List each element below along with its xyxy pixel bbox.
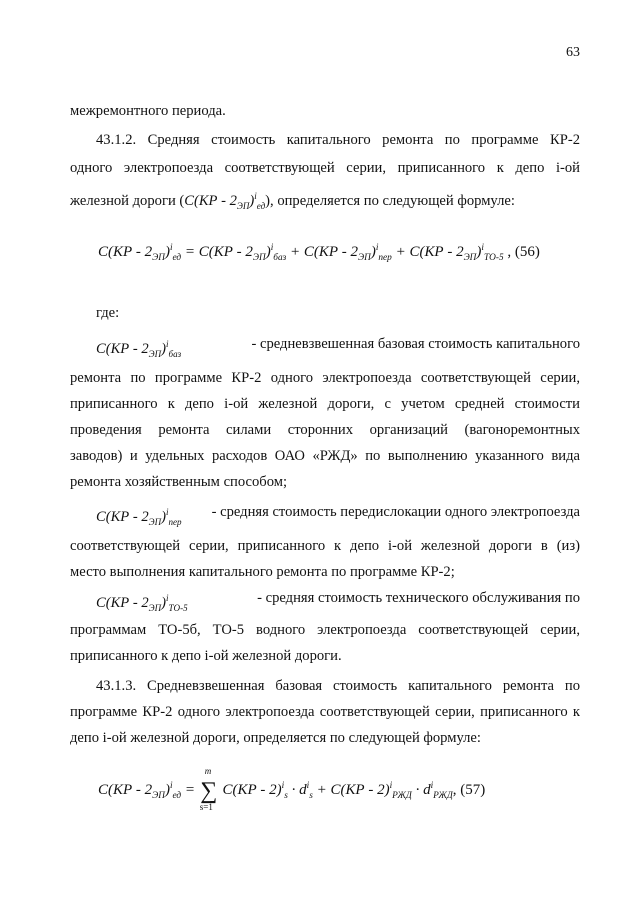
def2-formula-sub-ep: ЭП (148, 517, 162, 527)
def1-description: - средневзвешенная базовая стоимость капитального (251, 336, 580, 352)
f57-d1-sup: i (306, 781, 310, 791)
f57-d2-sup: i (430, 781, 434, 791)
def1-formula: $C(КР - 2_{ЭП})^i_{баз}$ (96, 339, 182, 359)
f56-term-to-sub: ТО-5 (484, 253, 504, 263)
f57-term1: C(КР - 2) (222, 782, 282, 798)
f56-term-baz: C(КР - 2 (198, 244, 253, 260)
inline-formula-sup: i (254, 191, 257, 201)
def2-line-3: место выполнения капитального ремонта по программе КР-2; (70, 564, 455, 580)
def3-formula-sub-ep: ЭП (148, 603, 162, 613)
def3-formula-sup: i (166, 593, 169, 603)
inline-formula: $C(КР - 2_{ЭП})^i_{ед}$ (184, 191, 266, 211)
def3-line-2: программам ТО-5б, ТО-5 водного электропоезда соответствующей серии, (70, 622, 580, 638)
f57-term2-sub: РЖД (392, 791, 412, 801)
f57-d2-sub: РЖД (433, 791, 453, 801)
f57-d1: d (299, 782, 307, 798)
def3-formula: $C(КР - 2_{ЭП})^i_{ТО-5}$ (96, 593, 188, 613)
where-label: где: (96, 305, 120, 321)
def1-line-4: проведения ремонта силами сторонних организаций (вагоноремонтных (70, 422, 580, 438)
def1-line-3: приписанного к депо i-ой железной дороги, с учетом средней стоимости (70, 396, 580, 412)
def2-line-1 (96, 502, 580, 532)
f56-term-baz-sub-ep: ЭП (252, 253, 266, 263)
f56-term-baz-sub: баз (273, 253, 287, 263)
f57-sup: i (169, 781, 173, 791)
def3-line-3: приписанного к депо i-ой железной дороги. (70, 648, 342, 664)
p2-line-1: 43.1.2. Средняя стоимость капитального ремонта по программе КР-2 (96, 132, 580, 148)
p2-line-2: одного электропоезда соответствующей серии, приписанного к депо i-ой (70, 160, 580, 176)
p3-line-3: депо i-ой железной дороги, определяется по следующей формуле: (70, 730, 481, 746)
f56-sub-ed: ед (172, 253, 182, 263)
def1-line-1 (96, 334, 580, 364)
f57-d2: d (423, 782, 431, 798)
f56-term-per-sup: i (375, 243, 379, 253)
f56-sup: i (169, 243, 173, 253)
f56-term-per: C(КР - 2 (303, 244, 358, 260)
def3-line-1 (96, 588, 580, 618)
p2-line-3 (70, 186, 580, 216)
sum-symbol (199, 766, 219, 812)
def2-formula-sup: i (166, 507, 169, 517)
f57-sub-ed: ед (172, 791, 182, 801)
inline-formula-sub: ЭП (236, 201, 250, 211)
p2-line-3-text-a: железной дороги ( (70, 193, 185, 209)
f57-term2-sup: i (389, 781, 393, 791)
f56-sub-ep: ЭП (152, 253, 165, 263)
def2-formula: $C(КР - 2_{ЭП})^i_{пер}$ (96, 507, 182, 527)
def2-description: - средняя стоимость передислокации одного электропоезда (211, 504, 580, 520)
sigma-glyph: ∑ (200, 778, 218, 804)
def1-line-6: ремонта хозяйственным способом; (70, 474, 288, 490)
def2-formula-base: C(КР - 2 (96, 509, 149, 525)
def3-formula-sub: ТО-5 (168, 603, 188, 613)
equation-number-57: , (57) (452, 782, 486, 798)
inline-formula-base: C(КР - 2 (184, 193, 237, 209)
def1-formula-base: C(КР - 2 (96, 341, 149, 357)
f57-term1-sup: i (281, 781, 285, 791)
def1-line-5: заводов) и удельных расходов ОАО «РЖД» по выполнению указанного вида (70, 448, 580, 464)
paragraph-continuation: межремонтного периода. (70, 103, 226, 119)
formula-57: $C(КР - 2_{ЭП})^i_{ед}$ = m ∑ s=1 $C(КР - 2)^i_s \cdot d^i_s + C(КР - 2)^i_{РЖД} \cdot d^i_{РЖД}$, (57) (98, 766, 486, 812)
def1-formula-sup: i (166, 339, 169, 349)
p2-line-3-text-b: ), определяется по следующей формуле: (265, 193, 515, 209)
formula-56: $C(КР - 2_{ЭП})^i_{ед} = C(КР - 2_{ЭП})^i_{баз} + C(КР - 2_{ЭП})^i_{пер} + C(КР - 2_{ЭП})^i_{ТО-5}$ , (56) (98, 243, 540, 263)
def1-formula-sub-ep: ЭП (148, 349, 162, 359)
f56-term-to-sup: i (481, 243, 484, 253)
sum-upper-limit: m (204, 766, 212, 776)
p3-line-1: 43.1.3. Средневзвешенная базовая стоимость капитального ремонта по (96, 678, 580, 694)
page-number: 63 (566, 45, 580, 60)
f57-lhs: C(КР - 2 (98, 782, 153, 798)
equation-number-56: , (56) (507, 244, 540, 260)
def1-formula-sub: баз (168, 349, 182, 359)
f56-term-per-sub: пер (378, 253, 392, 263)
def2-line-2: соответствующей серии, приписанного к депо i-ой железной дороги в (из) (70, 538, 580, 554)
sum-lower-limit: s=1 (199, 802, 213, 812)
f56-lhs: C(КР - 2 (98, 244, 153, 260)
f56-term-per-sub-ep: ЭП (358, 253, 371, 263)
p3-line-2: программе КР-2 одного электропоезда соответствующей серии, приписанного к (70, 704, 580, 720)
f57-sub-ep: ЭП (152, 791, 165, 801)
f56-term-to-sub-ep: ЭП (463, 253, 477, 263)
def1-line-2: ремонта по программе КР-2 одного электропоезда соответствующей серии, (70, 370, 580, 386)
f57-d1-sub: s (309, 791, 313, 801)
def3-formula-base: C(КР - 2 (96, 595, 149, 611)
f56-term-baz-sup: i (270, 243, 274, 253)
f57-equals: = (184, 782, 196, 798)
f56-term-to: C(КР - 2 (409, 244, 464, 260)
def2-formula-sub: пер (168, 517, 182, 527)
def3-description: - средняя стоимость технического обслуживания по (257, 590, 580, 606)
f57-term2: C(КР - 2) (330, 782, 390, 798)
inline-formula-sub2: ед (256, 201, 266, 211)
f57-term1-sub: s (284, 791, 288, 801)
